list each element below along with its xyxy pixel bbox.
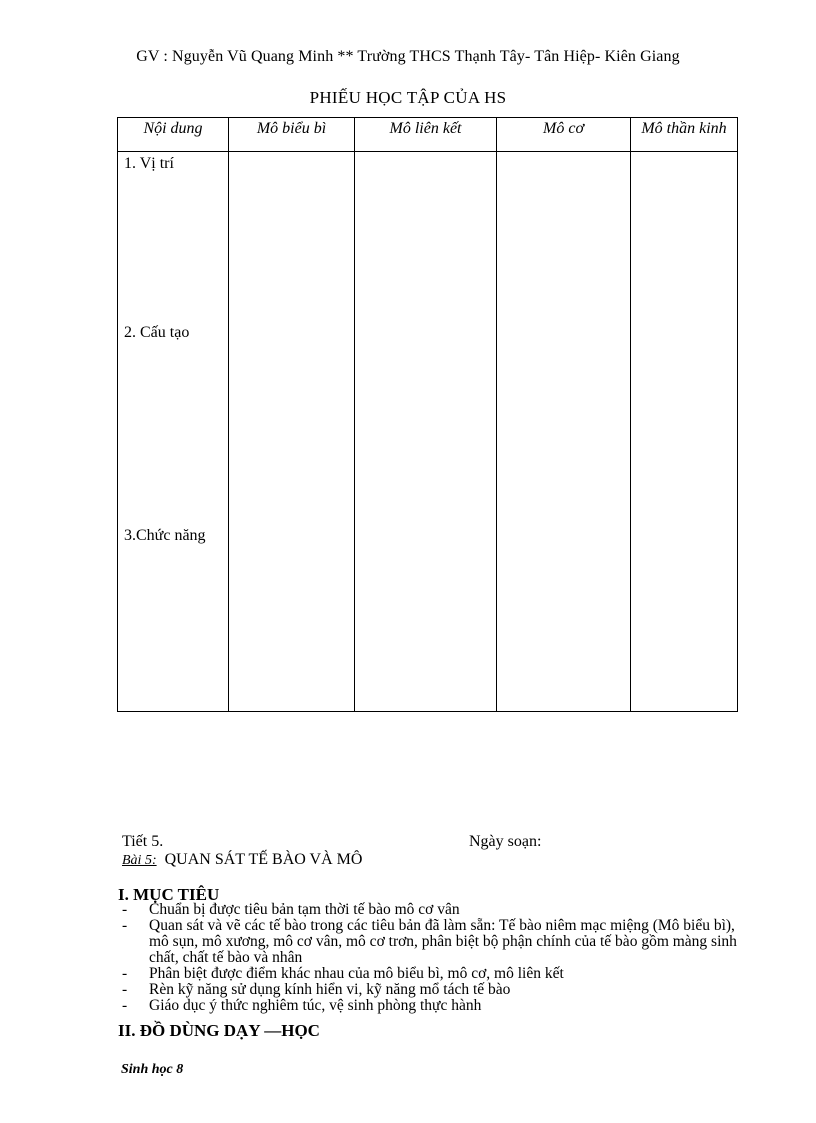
- content-column: [118, 152, 229, 712]
- lesson-number: Bài 5:: [122, 853, 157, 868]
- page-header: GV : Nguyễn Vũ Quang Minh ** Trường THCS Thạnh Tây- Tân Hiệp- Kiên Giang: [136, 48, 680, 65]
- section-materials-heading: II. ĐỒ DÙNG DẠY —HỌC: [118, 1021, 320, 1040]
- lesson-title: QUAN SÁT TẾ BÀO VÀ MÔ: [164, 851, 363, 868]
- worksheet-table: [117, 117, 738, 712]
- list-item: - Rèn kỹ năng sử dụng kính hiển vi, kỹ năng mổ tách tế bào: [122, 981, 511, 998]
- column-header: Mô cơ: [497, 118, 631, 152]
- answer-cell-connective: [355, 152, 497, 712]
- lesson-title-line: [122, 851, 362, 869]
- list-item: - Quan sát và vẽ các tế bào trong các tiêu bản đã làm sẵn: Tế bào niêm mạc miệng (Mô biểu bì), mô sụn, mô xương, mô cơ vân, mô cơ trơn, phân biệt bộ phận chính của tế bào gồm màng sinh chất, chất tế bào và nhân: [122, 917, 737, 966]
- row-label-function: 3.Chức năng: [124, 527, 206, 544]
- column-header: Mô thần kinh: [631, 118, 738, 152]
- objectives-list: [118, 902, 738, 1014]
- row-label-structure: 2. Cấu tạo: [124, 324, 190, 341]
- prep-date-label: Ngày soạn:: [469, 833, 542, 850]
- section-objectives-heading: I. MỤC TIÊU: [118, 885, 220, 904]
- column-header: Mô liên kết: [355, 118, 497, 152]
- answer-cell-epithelial: [229, 152, 355, 712]
- table-header-row: [118, 118, 738, 152]
- answer-cell-muscle: [497, 152, 631, 712]
- row-label-position: 1. Vị trí: [124, 155, 174, 172]
- worksheet-title: PHIẾU HỌC TẬP CỦA HS: [309, 88, 507, 107]
- table-body-row: [118, 152, 738, 712]
- answer-cell-nervous: [631, 152, 738, 712]
- period-label: Tiết 5.: [122, 833, 164, 850]
- column-header: Mô biểu bì: [229, 118, 355, 152]
- list-item: - Phân biệt được điểm khác nhau của mô biểu bì, mô cơ, mô liên kết: [122, 965, 564, 982]
- page-footer: Sinh học 8: [121, 1062, 184, 1077]
- column-header: Nội dung: [118, 118, 229, 152]
- list-item: - Giáo dục ý thức nghiêm túc, vệ sinh phòng thực hành: [122, 997, 482, 1014]
- list-item: - Chuẩn bị được tiêu bản tạm thời tế bào mô cơ vân: [122, 901, 460, 918]
